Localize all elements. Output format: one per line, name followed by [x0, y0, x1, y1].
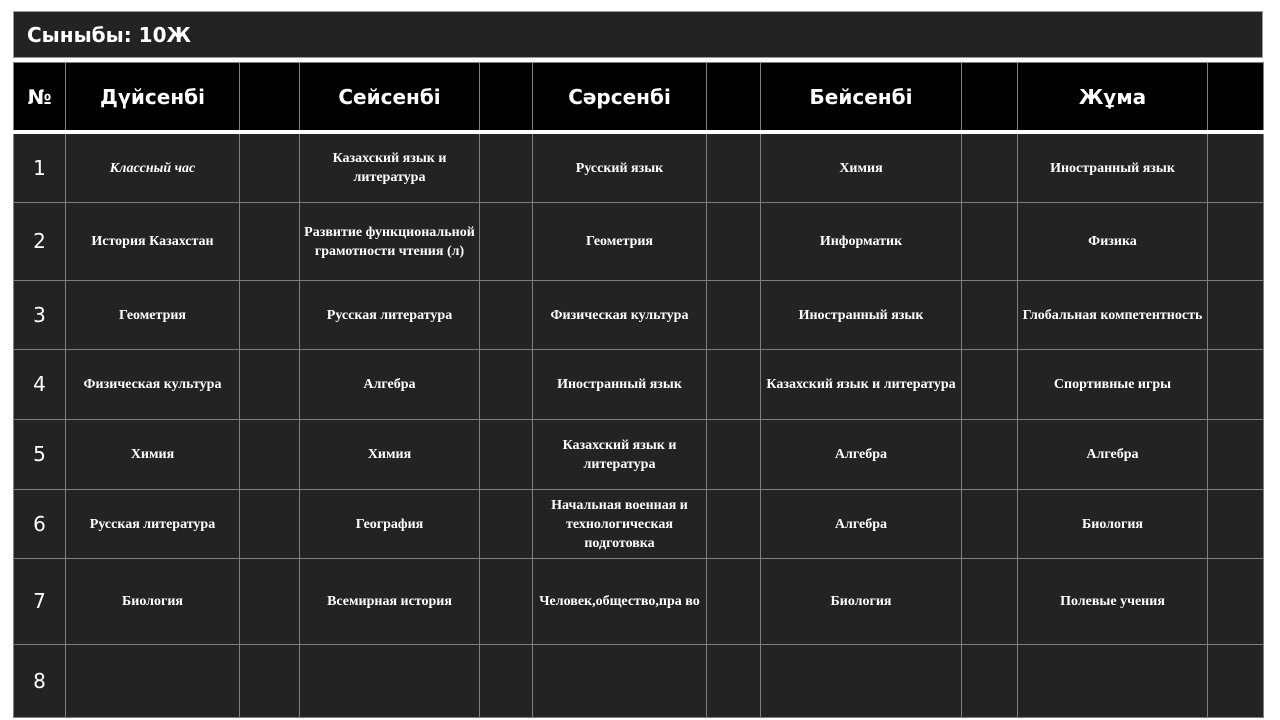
spacer-cell — [480, 350, 533, 420]
spacer-cell — [240, 420, 300, 490]
cell-wednesday: Геометрия — [533, 203, 707, 281]
spacer-cell — [962, 420, 1018, 490]
spacer-cell — [707, 559, 761, 645]
spacer-cell — [480, 420, 533, 490]
cell-friday: Физика — [1018, 203, 1208, 281]
cell-thursday: Биология — [761, 559, 962, 645]
header-spacer — [707, 63, 761, 133]
cell-friday: Спортивные игры — [1018, 350, 1208, 420]
cell-tuesday: Всемирная история — [300, 559, 480, 645]
cell-friday: Биология — [1018, 490, 1208, 559]
spacer-cell — [707, 490, 761, 559]
cell-thursday — [761, 645, 962, 718]
table-row — [14, 281, 1264, 350]
row-number: 4 — [14, 350, 66, 420]
spacer-cell — [240, 490, 300, 559]
header-wednesday: Сәрсенбі — [533, 63, 707, 133]
cell-friday: Полевые учения — [1018, 559, 1208, 645]
cell-wednesday: Физическая культура — [533, 281, 707, 350]
cell-tuesday: Казахский язык и литература — [300, 132, 480, 203]
cell-monday: История Казахстан — [66, 203, 240, 281]
row-number: 7 — [14, 559, 66, 645]
spacer-cell — [240, 281, 300, 350]
spacer-cell — [1208, 132, 1264, 203]
spacer-cell — [1208, 490, 1264, 559]
table-row — [14, 645, 1264, 718]
cell-wednesday: Человек,общество,пра во — [533, 559, 707, 645]
spacer-cell — [480, 203, 533, 281]
cell-friday: Глобальная компетентность — [1018, 281, 1208, 350]
cell-monday: Физическая культура — [66, 350, 240, 420]
header-monday: Дүйсенбі — [66, 63, 240, 133]
spacer-cell — [707, 420, 761, 490]
spacer-cell — [480, 132, 533, 203]
table-row — [14, 132, 1264, 203]
spacer-cell — [1208, 203, 1264, 281]
spacer-cell — [962, 132, 1018, 203]
spacer-cell — [480, 490, 533, 559]
spacer-cell — [1208, 350, 1264, 420]
cell-wednesday: Иностранный язык — [533, 350, 707, 420]
cell-thursday: Казахский язык и литература — [761, 350, 962, 420]
spacer-cell — [707, 645, 761, 718]
table-row — [14, 203, 1264, 281]
cell-tuesday — [300, 645, 480, 718]
table-row — [14, 350, 1264, 420]
header-spacer — [1208, 63, 1264, 133]
spacer-cell — [1208, 645, 1264, 718]
spacer-cell — [1208, 559, 1264, 645]
row-number: 2 — [14, 203, 66, 281]
spacer-cell — [962, 281, 1018, 350]
cell-tuesday: Развитие функциональной грамотности чтения (л) — [300, 203, 480, 281]
spacer-cell — [707, 132, 761, 203]
spacer-cell — [707, 281, 761, 350]
header-spacer — [962, 63, 1018, 133]
cell-friday: Алгебра — [1018, 420, 1208, 490]
cell-monday — [66, 645, 240, 718]
row-number: 8 — [14, 645, 66, 718]
row-number: 1 — [14, 132, 66, 203]
schedule-table — [13, 62, 1264, 718]
spacer-cell — [240, 559, 300, 645]
spacer-cell — [240, 203, 300, 281]
cell-thursday: Алгебра — [761, 420, 962, 490]
spacer-cell — [962, 559, 1018, 645]
spacer-cell — [1208, 281, 1264, 350]
row-number: 5 — [14, 420, 66, 490]
class-title: Сыныбы: 10Ж — [13, 11, 1263, 58]
cell-friday: Иностранный язык — [1018, 132, 1208, 203]
cell-thursday: Информатик — [761, 203, 962, 281]
cell-monday: Геометрия — [66, 281, 240, 350]
spacer-cell — [707, 350, 761, 420]
cell-tuesday: Русская литература — [300, 281, 480, 350]
table-row — [14, 559, 1264, 645]
header-thursday: Бейсенбі — [761, 63, 962, 133]
spacer-cell — [962, 350, 1018, 420]
header-spacer — [240, 63, 300, 133]
header-tuesday: Сейсенбі — [300, 63, 480, 133]
header-row — [14, 63, 1264, 133]
cell-wednesday: Казахский язык и литература — [533, 420, 707, 490]
cell-monday: Биология — [66, 559, 240, 645]
spacer-cell — [480, 559, 533, 645]
cell-tuesday: Химия — [300, 420, 480, 490]
header-friday: Жұма — [1018, 63, 1208, 133]
spacer-cell — [480, 281, 533, 350]
spacer-cell — [707, 203, 761, 281]
spacer-cell — [962, 203, 1018, 281]
cell-friday — [1018, 645, 1208, 718]
table-row — [14, 420, 1264, 490]
header-spacer — [480, 63, 533, 133]
cell-wednesday — [533, 645, 707, 718]
spacer-cell — [240, 645, 300, 718]
cell-tuesday: Алгебра — [300, 350, 480, 420]
cell-wednesday: Русский язык — [533, 132, 707, 203]
cell-monday: Русская литература — [66, 490, 240, 559]
spacer-cell — [1208, 420, 1264, 490]
header-number: № — [14, 63, 66, 133]
cell-thursday: Алгебра — [761, 490, 962, 559]
cell-tuesday: География — [300, 490, 480, 559]
cell-wednesday: Начальная военная и технологическая подготовка — [533, 490, 707, 559]
spacer-cell — [240, 350, 300, 420]
row-number: 6 — [14, 490, 66, 559]
spacer-cell — [962, 490, 1018, 559]
row-number: 3 — [14, 281, 66, 350]
table-row — [14, 490, 1264, 559]
spacer-cell — [240, 132, 300, 203]
cell-monday: Классный час — [66, 132, 240, 203]
spacer-cell — [480, 645, 533, 718]
cell-thursday: Иностранный язык — [761, 281, 962, 350]
cell-monday: Химия — [66, 420, 240, 490]
cell-thursday: Химия — [761, 132, 962, 203]
spacer-cell — [962, 645, 1018, 718]
